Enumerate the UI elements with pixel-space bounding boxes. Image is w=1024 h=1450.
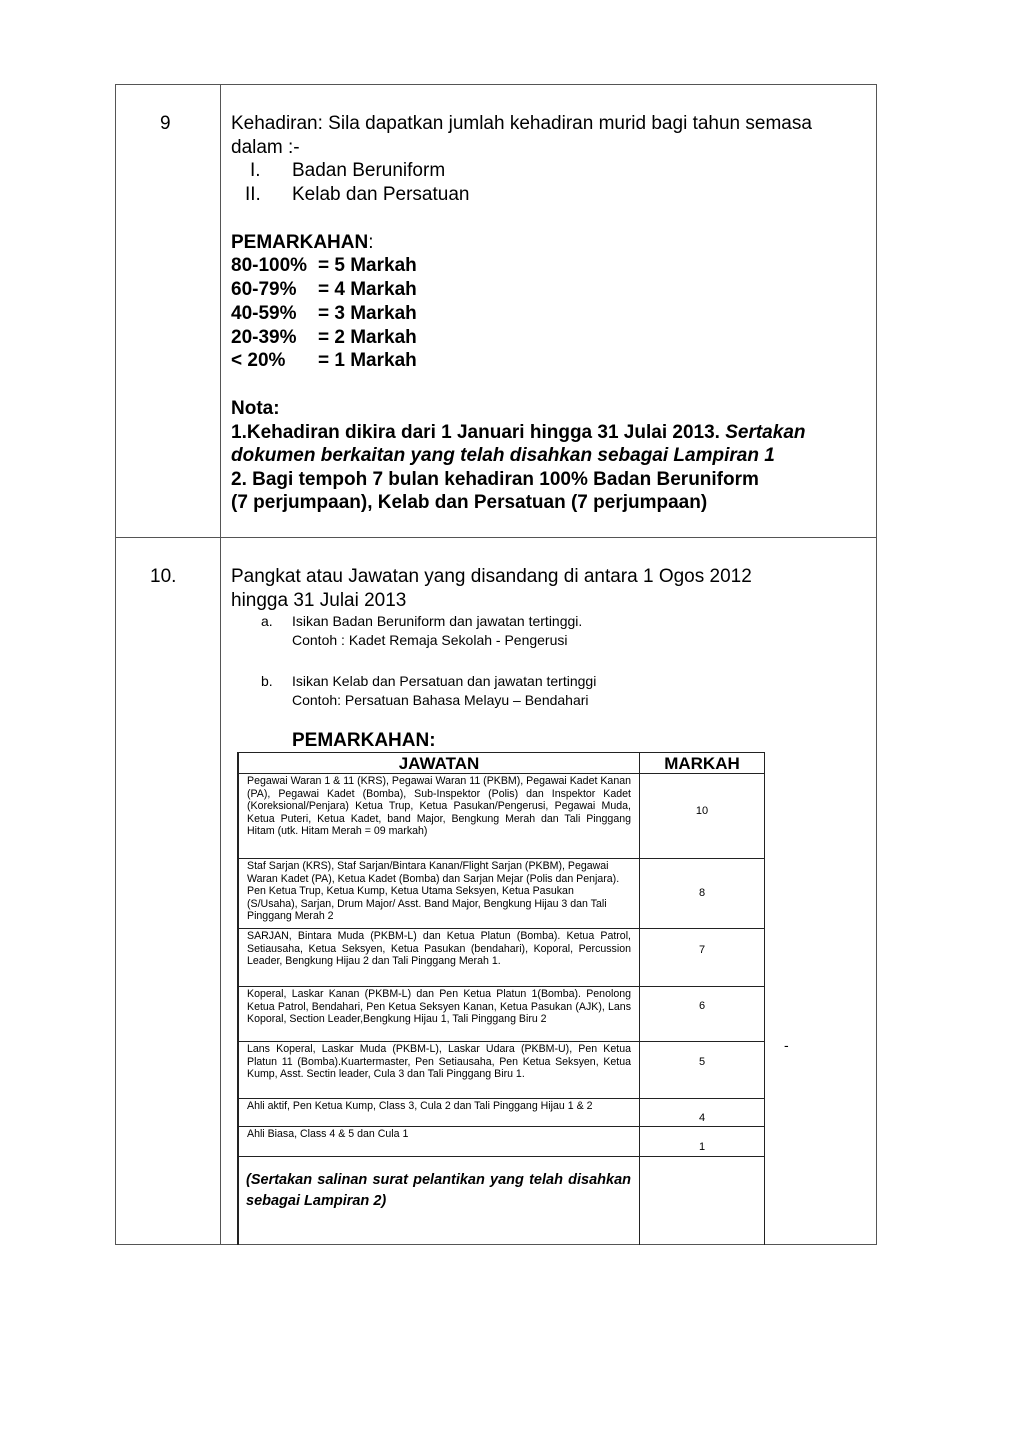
table-row-markah: 4 [698, 1112, 706, 1124]
outer-border-bottom [115, 1244, 877, 1245]
col-header-markah: MARKAH [664, 754, 740, 773]
inner-table-mid [639, 752, 640, 1245]
nota-label: Nota: [231, 398, 280, 419]
inner-table-left [237, 752, 239, 1245]
table-row-markah: 8 [698, 887, 706, 899]
table-row-markah: 7 [698, 944, 706, 956]
table-row-jawatan: Ahli aktif, Pen Ketua Kump, Class 3, Cula 2 dan Tali Pinggang Hijau 1 & 2 [247, 1100, 593, 1112]
row10-b-line2: Contoh: Persatuan Bahasa Melayu – Bendahari [292, 692, 589, 708]
score-range-3: 40-59% [231, 303, 297, 324]
row-number-9: 9 [160, 113, 171, 134]
nota2-line1: 2. Bagi tempoh 7 bulan kehadiran 100% Badan Beruniform [231, 469, 759, 490]
table-row-jawatan: Staf Sarjan (KRS), Staf Sarjan/Bintara Kanan/Flight Sarjan (PKBM), Pegawai Waran Kadet (PA), Ketua Kadet (Bomba) dan Sarjan Mejar (Polis dan Penjara). Pen Ketua Trup, Ketua Kump, Ketua Utama Seksyen, Ketua Pasukan (S/Usaha), Sarjan, Drum Major/ Asst. Band Major, Bengkung Hijau 3 dan Tali Pinggang Merah 2 [247, 860, 620, 922]
row-number-10: 10. [150, 566, 177, 587]
row9-item-text-2: Kelab dan Persatuan [292, 184, 470, 205]
outer-border-top [115, 84, 877, 85]
table-row-separator [237, 1041, 765, 1042]
table-row-jawatan: Lans Koperal, Laskar Muda (PKBM-L), Laskar Udara (PKBM-U), Pen Ketua Platun 11 (Bomba).Kuartermaster, Pen Setiausaha, Pen Ketua Seksyen, Ketua Kump, Asst. Sectin leader, Cula 3 dan Tali Pinggang Biru 1. [247, 1043, 631, 1080]
table-row-separator [237, 928, 765, 929]
table-row-markah: 10 [695, 805, 709, 817]
score-mark-2: = 4 Markah [318, 279, 417, 300]
score-mark-5: = 1 Markah [318, 350, 417, 371]
table-row-separator [237, 1126, 765, 1127]
row10-intro-line2: hingga 31 Julai 2013 [231, 590, 407, 611]
nota1-bold: 1.Kehadiran dikira dari 1 Januari hingga 31 Julai 2013. [231, 422, 720, 443]
row9-pemarkahan-heading [231, 231, 374, 255]
nota2-line2: (7 perjumpaan), Kelab dan Persatuan (7 perjumpaan) [231, 492, 708, 513]
score-mark-4: = 2 Markah [318, 327, 417, 348]
outer-border-left [115, 84, 116, 1245]
row10-a-label: a. [261, 613, 273, 629]
row10-b-label: b. [261, 673, 273, 689]
row10-a-line1: Isikan Badan Beruniform dan jawatan tertinggi. [292, 613, 583, 629]
row9-pemarkahan-label: PEMARKAHAN [231, 232, 369, 253]
row10-pemarkahan-label: PEMARKAHAN: [292, 730, 436, 751]
col-header-jawatan: JAWATAN [398, 754, 480, 773]
row9-pemarkahan-colon: : [368, 232, 374, 253]
row9-item-text-1: Badan Beruniform [292, 160, 446, 181]
inner-table-right [764, 752, 765, 1245]
nota-line1 [231, 421, 806, 445]
row9-intro-line2: dalam :- [231, 137, 300, 158]
table-row-separator [237, 1156, 765, 1157]
score-range-2: 60-79% [231, 279, 297, 300]
row9-item-numeral-1: I. [250, 160, 261, 181]
nota1-italic-b: dokumen berkaitan yang telah disahkan sebagai Lampiran 1 [231, 445, 775, 466]
table-row-markah: 1 [698, 1141, 706, 1153]
score-range-1: 80-100% [231, 255, 308, 276]
table-row-jawatan: Koperal, Laskar Kanan (PKBM-L) dan Pen Ketua Platun 1(Bomba). Penolong Ketua Patrol, Bendahari, Pen Ketua Seksyen Kanan, Ketua Pasukan (AJK), Lans Koporal, Section Leader,Bengkung Hijau 1, Tali Pinggang Biru 2 [247, 988, 631, 1025]
inner-table-top [237, 752, 765, 753]
score-mark-1: = 5 Markah [318, 255, 417, 276]
row9-intro-line1: Kehadiran: Sila dapatkan jumlah kehadiran murid bagi tahun semasa [231, 113, 812, 134]
row-divider [115, 537, 877, 538]
table-row-separator [237, 858, 765, 859]
table-row-separator [237, 1098, 765, 1099]
table-row-jawatan: Pegawai Waran 1 & 11 (KRS), Pegawai Waran 11 (PKBM), Pegawai Kadet Kanan (PA), Pegawai Kadet (Bomba), Sub-Inspektor (Polis) dan Inspektor Kadet (Koreksional/Penjara) Ketua Trup, Ketua Pasukan/Pengerusi, Pegawai Muda, Ketua Puteri, Ketua Kadet, band Major, Bengkung Merah dan Tali Pinggang Hitam (utk. Hitam Merah = 09 markah) [247, 775, 631, 837]
row10-a-line2: Contoh : Kadet Remaja Sekolah - Pengerusi [292, 632, 568, 648]
table-row-markah: 6 [698, 1000, 706, 1012]
table-row-separator [237, 986, 765, 987]
row9-item-numeral-2: II. [245, 184, 261, 205]
score-range-4: 20-39% [231, 327, 297, 348]
score-mark-3: = 3 Markah [318, 303, 417, 324]
outer-border-right [876, 84, 877, 1245]
table-row-markah: 5 [698, 1056, 706, 1068]
score-range-5: < 20% [231, 350, 286, 371]
column-divider [220, 84, 221, 1245]
row10-dash: - [784, 1037, 789, 1053]
nota1-italic-a: Sertakan [725, 422, 806, 443]
row10-b-line1: Isikan Kelab dan Persatuan dan jawatan tertinggi [292, 673, 597, 689]
table-row-jawatan: SARJAN, Bintara Muda (PKBM-L) dan Ketua Platun (Bomba). Ketua Patrol, Setiausaha, Ketua Seksyen, Ketua Pasukan (bendahari), Koporal, Percussion Leader, Bengkung Hijau 2 dan Tali Pinggang Merah 1. [247, 930, 631, 967]
table-row-jawatan: Ahli Biasa, Class 4 & 5 dan Cula 1 [247, 1128, 409, 1140]
row10-intro-line1: Pangkat atau Jawatan yang disandang di antara 1 Ogos 2012 [231, 566, 752, 587]
table-footer-note: (Sertakan salinan surat pelantikan yang telah disahkan sebagai Lampiran 2) [246, 1172, 631, 1209]
